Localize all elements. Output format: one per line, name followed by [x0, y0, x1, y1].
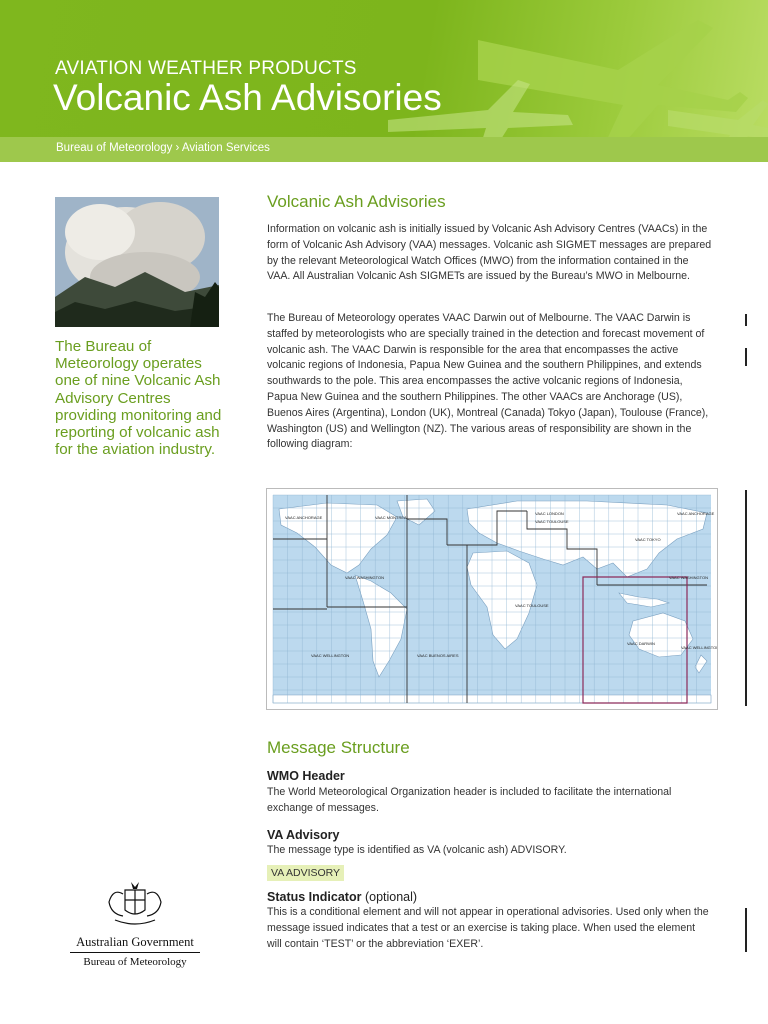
- map-label-washington: VAAC WASHINGTON: [345, 575, 385, 580]
- header-kicker: AVIATION WEATHER PRODUCTS: [55, 58, 357, 79]
- status-indicator-optional: (optional): [364, 890, 418, 904]
- header-banner: [0, 0, 768, 137]
- map-label-anchorage: VAAC ANCHORAGE: [285, 515, 323, 520]
- margin-mark: [745, 314, 747, 326]
- va-advisory-example: VA ADVISORY: [267, 865, 344, 881]
- wmo-header-title: WMO Header: [267, 769, 345, 783]
- map-label-toulouse: VAAC TOULOUSE: [535, 519, 569, 524]
- bureau-name: Bureau of Meteorology: [83, 956, 187, 968]
- intro-heading: Volcanic Ash Advisories: [267, 192, 446, 211]
- breadcrumb-bar: [0, 137, 768, 162]
- map-label-london: VAAC LONDON: [535, 511, 564, 516]
- status-indicator-block: [267, 890, 712, 952]
- va-advisory-title: VA Advisory: [267, 828, 340, 842]
- margin-mark: [745, 908, 747, 952]
- va-advisory-block: [267, 828, 712, 881]
- status-indicator-heading: [267, 890, 712, 904]
- va-advisory-text: The message type is identified as VA (volcanic ash) ADVISORY.: [267, 844, 567, 856]
- map-label-tokyo: VAAC TOKYO: [635, 537, 661, 542]
- intro-para-2-block: [267, 311, 712, 453]
- page-title: Volcanic Ash Advisories: [53, 77, 442, 118]
- intro-paragraph-2: The Bureau of Meteorology operates VAAC Darwin out of Melbourne. The VAAC Darwin is staffed by meteorologists who are specially trained in the detection and forecast movement of volcanic ash. The VAAC Darwin is responsible for the area that encompasses the active volcanic regions of Indonesia, Papua New Guinea and the southern Philippines, and extends southwards to the pole. This area encompasses the active volcanic regions of Indonesia, Papua New Guinea and the southern Philippines. The other VAACs are Anchorage (US), Buenos Aires (Argentina), London (UK), Montreal (Canada) Tokyo (Japan), Toulouse (France), Washington (US) and Wellington (NZ). The various areas of responsibility are shown in the following diagram:: [267, 312, 709, 451]
- message-structure-heading: Message Structure: [267, 738, 410, 757]
- status-indicator-text: This is a conditional element and will not appear in operational advisories. Used only when the message issued indicates that a test or an exercise is taking place. When used the element will contain ‘TEST’ or the abbreviation ‘EXER’.: [267, 906, 709, 950]
- status-indicator-title: Status Indicator: [267, 890, 362, 904]
- map-label-wellington: VAAC WELLINGTON: [311, 653, 350, 658]
- wmo-header-text: The World Meteorological Organization header is included to facilitate the international exchange of messages.: [267, 786, 672, 814]
- intro-para-1-block: [267, 222, 712, 285]
- map-label-darwin: VAAC DARWIN: [627, 641, 655, 646]
- coat-of-arms-icon: [99, 880, 171, 928]
- map-label-wellington-2: VAAC WELLINGTON: [681, 645, 717, 650]
- australian-government-logo: [70, 880, 200, 968]
- map-label-montreal: VAAC MONTREAL: [375, 515, 409, 520]
- intro-paragraph-1: Information on volcanic ash is initially issued by Volcanic Ash Advisory Centres (VAACs) in the form of Volcanic Ash Advisory (VAA) messages. Volcanic ash SIGMET messages are prepared by the relevant Meteorological Watch Offices (MWO) from the information contained in the VAA. All Australian Volcanic Ash SIGMETs are issued by the Bureau’s MWO in Melbourne.: [267, 223, 712, 283]
- vaac-regions-map: [266, 488, 718, 710]
- government-name: Australian Government: [70, 935, 200, 953]
- pull-quote: The Bureau of Meteorology operates one of nine Volcanic Ash Advisory Centres providing monitoring and reporting of volcanic ash for the aviation industry.: [55, 338, 222, 459]
- map-label-toulouse-2: VAAC TOULOUSE: [515, 603, 549, 608]
- map-label-washington-2: VAAC WASHINGTON: [669, 575, 709, 580]
- margin-mark: [745, 348, 747, 366]
- wmo-header-block: [267, 769, 712, 817]
- volcano-photo: [55, 197, 219, 327]
- intro-section: [267, 192, 712, 212]
- margin-mark: [745, 490, 747, 706]
- map-label-anchorage-2: VAAC ANCHORAGE: [677, 511, 715, 516]
- message-structure-section: [267, 738, 712, 758]
- breadcrumb[interactable]: Bureau of Meteorology › Aviation Services: [56, 142, 270, 154]
- map-label-buenos-aires: VAAC BUENOS AIRES: [417, 653, 459, 658]
